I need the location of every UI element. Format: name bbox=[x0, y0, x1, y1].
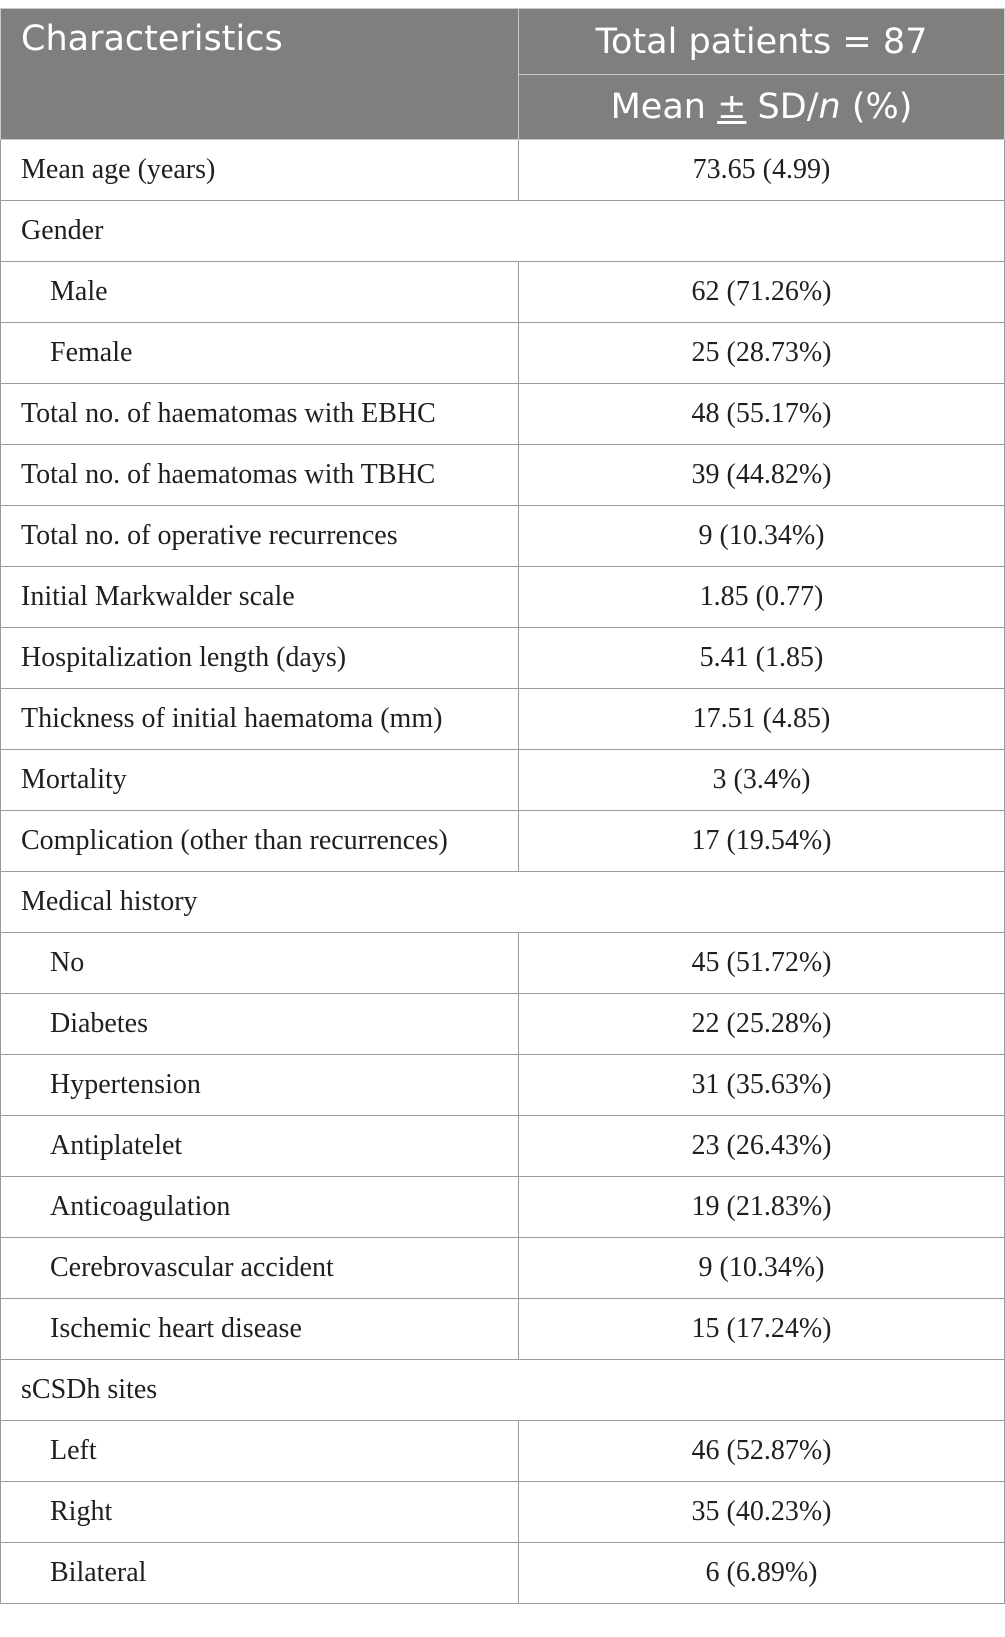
row-value: 39 (44.82%) bbox=[519, 445, 1005, 506]
row-label: Hospitalization length (days) bbox=[1, 628, 519, 689]
table-row bbox=[1, 140, 1005, 201]
table-row bbox=[1, 1543, 1005, 1604]
table-row bbox=[1, 506, 1005, 567]
row-value: 23 (26.43%) bbox=[519, 1116, 1005, 1177]
section-row bbox=[1, 872, 1005, 933]
table-row bbox=[1, 750, 1005, 811]
row-label: Female bbox=[1, 323, 519, 384]
row-label: Hypertension bbox=[1, 1055, 519, 1116]
row-label: Anticoagulation bbox=[1, 1177, 519, 1238]
row-label: Total no. of operative recurrences bbox=[1, 506, 519, 567]
row-value: 25 (28.73%) bbox=[519, 323, 1005, 384]
row-value: 3 (3.4%) bbox=[519, 750, 1005, 811]
mean-prefix: Mean bbox=[610, 87, 718, 127]
row-value: 62 (71.26%) bbox=[519, 262, 1005, 323]
row-label: Male bbox=[1, 262, 519, 323]
row-label: Mortality bbox=[1, 750, 519, 811]
row-label: Bilateral bbox=[1, 1543, 519, 1604]
row-label: Diabetes bbox=[1, 994, 519, 1055]
row-value: 46 (52.87%) bbox=[519, 1421, 1005, 1482]
total-patients-header: Total patients = 87 bbox=[519, 9, 1005, 75]
row-label: No bbox=[1, 933, 519, 994]
table-header bbox=[1, 9, 1005, 140]
row-value: 9 (10.34%) bbox=[519, 1238, 1005, 1299]
row-label: Total no. of haematomas with TBHC bbox=[1, 445, 519, 506]
table-row bbox=[1, 1482, 1005, 1543]
row-value: 73.65 (4.99) bbox=[519, 140, 1005, 201]
row-value: 1.85 (0.77) bbox=[519, 567, 1005, 628]
row-label: Total no. of haematomas with EBHC bbox=[1, 384, 519, 445]
section-label: Gender bbox=[1, 201, 1005, 262]
row-label: Thickness of initial haematoma (mm) bbox=[1, 689, 519, 750]
table-row bbox=[1, 323, 1005, 384]
row-label: Initial Markwalder scale bbox=[1, 567, 519, 628]
n-label: n bbox=[818, 87, 841, 127]
row-label: Antiplatelet bbox=[1, 1116, 519, 1177]
mean-sd-header bbox=[519, 75, 1005, 140]
percent-label: (%) bbox=[840, 87, 913, 127]
row-label: Right bbox=[1, 1482, 519, 1543]
section-label: sCSDh sites bbox=[1, 1360, 1005, 1421]
table-row bbox=[1, 994, 1005, 1055]
table-row bbox=[1, 933, 1005, 994]
section-row bbox=[1, 1360, 1005, 1421]
row-label: Cerebrovascular accident bbox=[1, 1238, 519, 1299]
table-row bbox=[1, 811, 1005, 872]
row-value: 48 (55.17%) bbox=[519, 384, 1005, 445]
table-row bbox=[1, 567, 1005, 628]
header-row-1 bbox=[1, 9, 1005, 75]
table-row bbox=[1, 628, 1005, 689]
characteristics-header: Characteristics bbox=[1, 9, 519, 140]
row-value: 9 (10.34%) bbox=[519, 506, 1005, 567]
row-value: 17 (19.54%) bbox=[519, 811, 1005, 872]
table-row bbox=[1, 1421, 1005, 1482]
plus-minus-symbol: ± bbox=[717, 87, 747, 127]
table-row bbox=[1, 1055, 1005, 1116]
row-value: 31 (35.63%) bbox=[519, 1055, 1005, 1116]
row-label: Ischemic heart disease bbox=[1, 1299, 519, 1360]
table-row bbox=[1, 262, 1005, 323]
row-label: Mean age (years) bbox=[1, 140, 519, 201]
row-label: Left bbox=[1, 1421, 519, 1482]
table-row bbox=[1, 1299, 1005, 1360]
table-row bbox=[1, 384, 1005, 445]
row-value: 5.41 (1.85) bbox=[519, 628, 1005, 689]
row-value: 15 (17.24%) bbox=[519, 1299, 1005, 1360]
table-row bbox=[1, 445, 1005, 506]
table-row bbox=[1, 689, 1005, 750]
row-value: 17.51 (4.85) bbox=[519, 689, 1005, 750]
row-value: 19 (21.83%) bbox=[519, 1177, 1005, 1238]
table-row bbox=[1, 1238, 1005, 1299]
row-value: 6 (6.89%) bbox=[519, 1543, 1005, 1604]
row-value: 45 (51.72%) bbox=[519, 933, 1005, 994]
row-value: 35 (40.23%) bbox=[519, 1482, 1005, 1543]
table-row bbox=[1, 1116, 1005, 1177]
table-row bbox=[1, 1177, 1005, 1238]
table-body bbox=[1, 140, 1005, 1604]
characteristics-table bbox=[0, 8, 1005, 1604]
section-label: Medical history bbox=[1, 872, 1005, 933]
row-label: Complication (other than recurrences) bbox=[1, 811, 519, 872]
row-value: 22 (25.28%) bbox=[519, 994, 1005, 1055]
characteristics-table-container bbox=[0, 8, 1004, 1604]
sd-label: SD/ bbox=[746, 87, 819, 127]
section-row bbox=[1, 201, 1005, 262]
